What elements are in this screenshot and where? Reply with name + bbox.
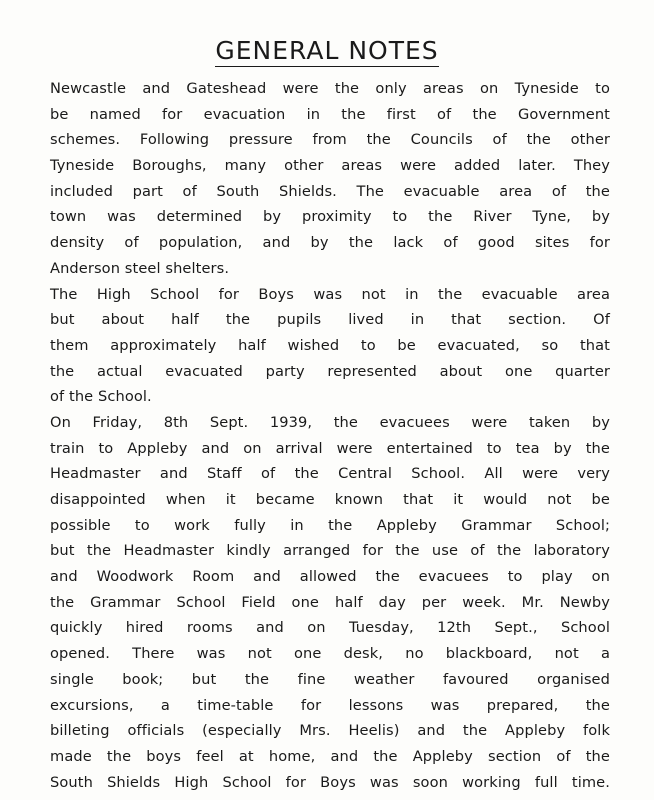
text-line: be named for evacuation in the first of the Government xyxy=(50,105,610,123)
text-line: the Grammar School Field one half day per week. Mr. Newby xyxy=(50,593,610,611)
text-line: schemes. Following pressure from the Councils of the other xyxy=(50,131,610,149)
text-line: train to Appleby and on arrival were entertained to tea by the xyxy=(50,439,610,457)
text-line: included part of South Shields. The evacuable area of the xyxy=(50,182,610,200)
text-line: quickly hired rooms and on Tuesday, 12th Sept., School xyxy=(50,619,610,637)
text-line: South Shields High School for Boys was soon working full time. xyxy=(50,773,610,791)
text-line: Anderson steel shelters. xyxy=(50,259,230,277)
text-line: Headmaster and Staff of the Central School. All were very xyxy=(50,465,610,483)
text-line: The High School for Boys was not in the evacuable area xyxy=(50,285,610,303)
text-line: Tyneside Boroughs, many other areas were added later. They xyxy=(50,157,610,175)
text-line: single book; but the fine weather favoured organised xyxy=(50,670,610,688)
text-line: billeting officials (especially Mrs. Heelis) and the Appleby folk xyxy=(50,722,610,740)
page-title-text: GENERAL NOTES xyxy=(215,36,439,65)
text-line: disappointed when it became known that it would not be xyxy=(50,491,610,508)
text-line: them approximately half wished to be evacuated, so that xyxy=(50,336,610,354)
text-line: opened. There was not one desk, no blackboard, not a xyxy=(50,645,610,663)
text-line: excursions, a time-table for lessons was prepared, the xyxy=(50,696,610,714)
text-line: of the School. xyxy=(50,388,152,406)
page-title xyxy=(0,36,654,65)
text-line: town was determined by proximity to the River Tyne, by xyxy=(50,208,610,226)
text-line: but about half the pupils lived in that section. Of xyxy=(50,311,610,329)
text-line: made the boys feel at home, and the Appleby section of the xyxy=(50,747,610,765)
text-line: but the Headmaster kindly arranged for the use of the laboratory xyxy=(50,542,610,560)
notes-body xyxy=(50,76,610,795)
text-line: and Woodwork Room and allowed the evacuees to play on xyxy=(50,568,610,586)
text-line: the actual evacuated party represented about one quarter xyxy=(50,362,610,380)
text-line: On Friday, 8th Sept. 1939, the evacuees were taken by xyxy=(50,413,610,431)
text-line: possible to work fully in the Appleby Grammar School; xyxy=(50,516,610,534)
text-line: density of population, and by the lack of good sites for xyxy=(50,234,610,252)
text-line: Newcastle and Gateshead were the only areas on Tyneside to xyxy=(50,80,610,97)
